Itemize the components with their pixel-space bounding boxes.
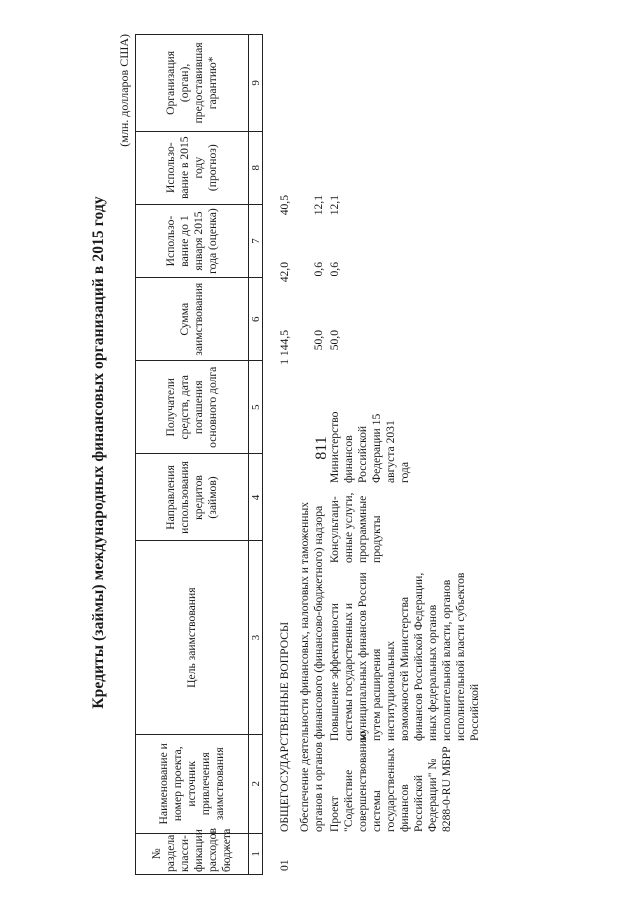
subsection-amount: 50,0: [312, 330, 325, 351]
project-directions: Консультаци-онные услуги, программные продукты: [328, 492, 383, 563]
column-number-row: [249, 35, 263, 875]
project-used-2015: 12,1: [328, 195, 341, 216]
col-num-1: 1: [249, 833, 263, 874]
col-header-5: Получатели средств, дата погашения основного долга: [136, 361, 249, 454]
subsection-name-line2: органов и органов финансового (финансово-бюджетного) надзора: [312, 505, 325, 832]
project-amount: 50,0: [328, 330, 341, 351]
project-used-before: 0,6: [328, 262, 341, 277]
section-code: 01: [278, 859, 291, 871]
col-header-7: Использо-вание до 1 января 2015 года (оценка): [136, 204, 249, 278]
subsection-used-2015: 12,1: [312, 195, 325, 216]
col-header-1: № раздела класси-фикации расходов бюджета: [136, 833, 249, 874]
table-body: [272, 34, 602, 875]
subsection-used-before: 0,6: [312, 262, 325, 277]
col-header-9: Организация (орган), предоставившая гарантию*: [136, 35, 249, 132]
unit-note: (млн. долларов США): [117, 34, 131, 147]
col-header-4: Направления использования кредитов (займов): [136, 454, 249, 541]
col-header-8: Использо-вание в 2015 году (прогноз): [136, 131, 249, 204]
col-num-2: 2: [249, 734, 263, 833]
project-recipients: Министерство финансов Российской Федерации 15 августа 2031 года: [328, 411, 411, 483]
credits-table-header: [135, 34, 263, 875]
col-num-3: 3: [249, 541, 263, 734]
section-amount: 1 144,5: [278, 330, 291, 365]
rotated-document-content: [90, 30, 610, 875]
col-num-6: 6: [249, 278, 263, 361]
col-header-2: Наименование и номер проекта, источник привлечения заимствования: [136, 734, 249, 833]
subsection-name-line1: Обеспечение деятельности финансовых, налоговых и таможенных: [298, 501, 311, 832]
col-header-3: Цель заимствования: [136, 541, 249, 734]
col-num-9: 9: [249, 35, 263, 132]
project-goal: Повышение эффективности системы государственных и муниципальных финансов России путем расширения институциональных возможностей Министерства финансов Российской Федерации, иных федеральных органов исполнительной власти, органов исполнительной власти субъектов Российской: [328, 572, 481, 741]
document-title: Кредиты (займы) международных финансовых организаций в 2015 году: [90, 196, 107, 709]
section-used-2015: 40,5: [278, 195, 291, 216]
header-row: [136, 35, 249, 875]
col-num-7: 7: [249, 204, 263, 278]
section-used-before: 42,0: [278, 262, 291, 283]
col-num-5: 5: [249, 361, 263, 454]
col-num-4: 4: [249, 454, 263, 541]
page-number: 811: [313, 436, 330, 460]
col-header-6: Сумма заимствования: [136, 278, 249, 361]
section-name: ОБЩЕГОСУДАРСТВЕННЫЕ ВОПРОСЫ: [278, 621, 291, 832]
project-name: Проект "Содействие совершенствованию системы государственных финансов Российской Федерации" № 8288-0-RU МБРР: [328, 731, 453, 832]
col-num-8: 8: [249, 131, 263, 204]
